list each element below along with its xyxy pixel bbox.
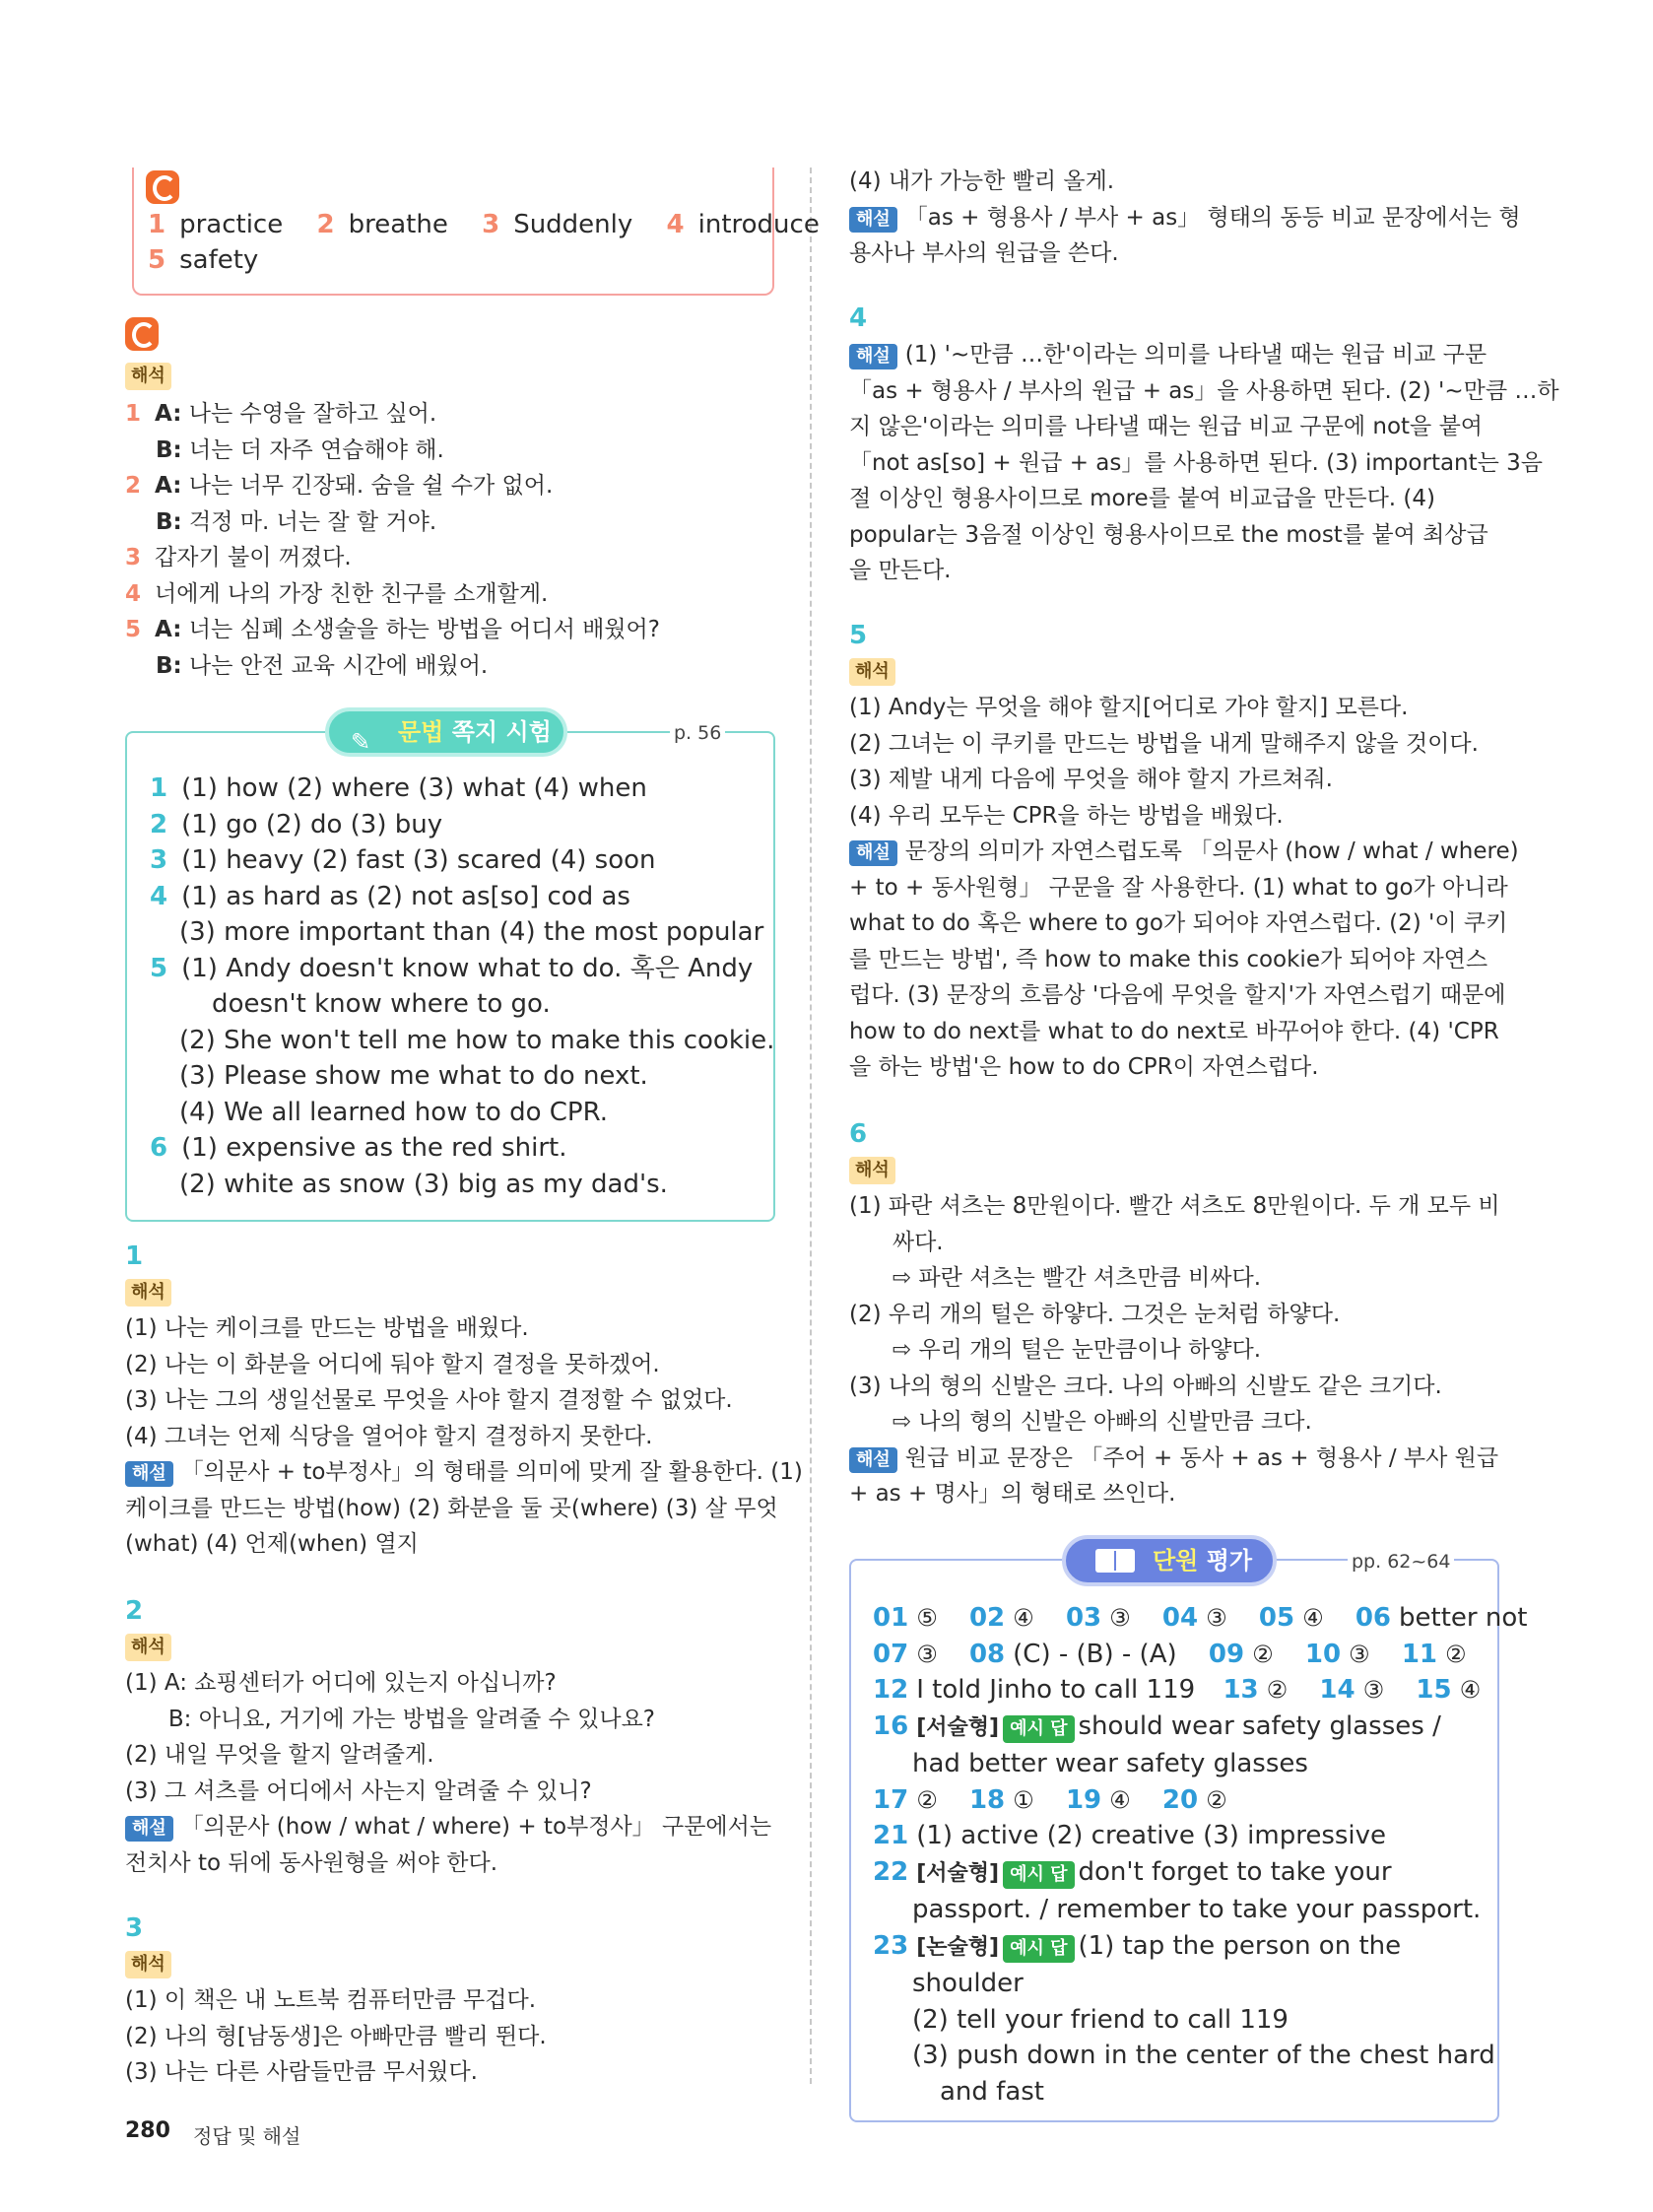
list-item: ⇨ 파란 셔츠는 빨간 셔츠만큼 비싸다. xyxy=(849,1265,1262,1291)
column-divider xyxy=(810,168,812,2084)
sec3-continued xyxy=(849,164,1521,272)
list-item: (2) 그녀는 이 쿠키를 만드는 방법을 내게 말해주지 않을 것이다. xyxy=(849,730,1479,757)
list-item: (what) (4) 언제(when) 열지 xyxy=(125,1531,419,1557)
list-item: (3) 나의 형의 신발은 크다. 나의 아빠의 신발도 같은 크기다. xyxy=(849,1373,1442,1399)
list-item: B: 아니요, 거기에 가는 방법을 알려줄 수 있나요? xyxy=(125,1706,656,1732)
list-item: doesn't know where to go. xyxy=(179,989,551,1019)
list-item: 2 A: 나는 너무 긴장돼. 숨을 쉴 수가 없어. xyxy=(125,473,554,499)
list-item: 해설 문장의 의미가 자연스럽도록 「의문사 (how / what / where) xyxy=(849,834,1495,870)
sec3-translation xyxy=(125,1982,771,2091)
list-item: 럽다. (3) 문장의 흐름상 '다음에 무엇을 할지'가 자연스럽기 때문에 xyxy=(849,982,1506,1008)
list-item: 을 하는 방법'은 how to do CPR이 자연스럽다. xyxy=(849,1054,1319,1080)
list-item: (3) 나는 그의 생일선물로 무엇을 사야 할지 결정할 수 없었다. xyxy=(125,1387,733,1413)
list-item: (3) 그 셔츠를 어디에서 사는지 알려줄 수 있니? xyxy=(125,1777,592,1804)
unit-assessment-title: 단원 평가 xyxy=(1062,1535,1277,1586)
sec5-haeseok-tag: 해석 xyxy=(849,658,895,686)
list-item: (1) Andy는 무엇을 해야 할지[어디로 가야 할지] 모른다. xyxy=(849,695,1409,720)
list-item: (2) 우리 개의 털은 하얗다. 그것은 눈처럼 하얗다. xyxy=(849,1301,1341,1327)
list-item: had better wear safety glasses xyxy=(912,1749,1308,1778)
list-item: 해설 (1) '~만큼 …한'이라는 의미를 나타낼 때는 원급 비교 구문 xyxy=(849,337,1495,373)
c-answers-row1: 1 practice 2 breathe 3 Suddenly 4 introduce xyxy=(148,210,820,239)
list-item: 23 [논술형] 예시 답 (1) tap the person on the xyxy=(873,1930,1402,1961)
sec2-translation xyxy=(125,1665,771,1881)
list-item: popular는 3음절 이상인 형용사이므로 the most를 붙여 최상급 xyxy=(849,521,1488,548)
list-item: B: 걱정 마. 너는 잘 할 거야. xyxy=(156,508,437,535)
list-item: 해설 「as + 형용사 / 부사 + as」 형태의 동등 비교 문장에서는 형 xyxy=(849,200,1495,236)
list-item: (3) more important than (4) the most popular xyxy=(179,917,764,947)
list-item: (4) 우리 모두는 CPR을 하는 방법을 배웠다. xyxy=(849,802,1284,829)
list-item: (4) 그녀는 언제 식당을 열어야 할지 결정하지 못한다. xyxy=(125,1423,653,1449)
list-item: 16 [서술형] 예시 답 should wear safety glasses / xyxy=(873,1710,1441,1741)
list-item: 「as + 형용사 / 부사의 원급 + as」을 사용하면 된다. (2) '~만큼 …하 xyxy=(849,377,1559,404)
list-item: 용사나 부사의 원급을 쓴다. xyxy=(849,240,1119,266)
list-item: (2) 내일 무엇을 할지 알려줄게. xyxy=(125,1742,434,1768)
sec1-translation xyxy=(125,1310,803,1563)
list-item: 1 (1) how (2) where (3) what (4) when xyxy=(150,773,647,803)
list-item: 「not as[so] + 원급 + as」를 사용하면 된다. (3) important는 3음 xyxy=(849,449,1544,476)
list-item: 싸다. xyxy=(849,1229,944,1255)
c-logo-icon xyxy=(146,170,179,204)
list-item: (2) white as snow (3) big as my dad's. xyxy=(179,1169,668,1199)
sec1-haeseok-tag: 해석 xyxy=(125,1279,171,1307)
section-4-number: 4 xyxy=(849,303,868,333)
section-2-number: 2 xyxy=(125,1596,144,1626)
list-item: + to + 동사원형」 구문을 잘 사용한다. (1) what to go가 아니라 xyxy=(849,874,1508,901)
list-item: 1 A: 나는 수영을 잘하고 싶어. xyxy=(125,401,437,427)
list-item: 해설 원급 비교 문장은 「주어 + 동사 + as + 형용사 / 부사 원급 xyxy=(849,1441,1495,1477)
list-item: (4) 내가 가능한 빨리 올게. xyxy=(849,168,1115,194)
sec4-explanation xyxy=(849,337,1559,589)
book-icon xyxy=(1095,1549,1135,1573)
c-haeseok-tag: 해석 xyxy=(125,363,171,390)
list-item: 4 너에게 나의 가장 친한 친구를 소개할게. xyxy=(125,580,549,607)
c-logo-icon xyxy=(125,317,159,351)
page-number: 280 xyxy=(125,2118,170,2143)
list-item: 01 ⑤ 02 ④ 03 ③ 04 ③ 05 ④ 06 better not xyxy=(873,1603,1528,1633)
list-item: B: 너는 더 자주 연습해야 해. xyxy=(156,436,444,463)
sec6-haeseok-tag: 해석 xyxy=(849,1157,895,1184)
list-item: + as + 명사」의 형태로 쓰인다. xyxy=(849,1481,1176,1507)
list-item: (3) 제발 내게 다음에 무엇을 해야 할지 가르쳐줘. xyxy=(849,767,1333,792)
list-item: (3) 나는 다른 사람들만큼 무서웠다. xyxy=(125,2059,478,2085)
list-item: B: 나는 안전 교육 시간에 배웠어. xyxy=(156,652,489,679)
list-item: (3) Please show me what to do next. xyxy=(179,1061,648,1091)
list-item: 2 (1) go (2) do (3) buy xyxy=(150,809,443,839)
section-5-number: 5 xyxy=(849,621,868,650)
list-item: and fast xyxy=(940,2076,1045,2107)
list-item: ⇨ 나의 형의 신발은 아빠의 신발만큼 크다. xyxy=(849,1409,1312,1435)
footer-label: 정답 및 해설 xyxy=(193,2124,301,2148)
list-item: 케이크를 만드는 방법(how) (2) 화분을 둘 곳(where) (3) 살 무엇 xyxy=(125,1495,778,1521)
list-item: (1) 파란 셔츠는 8만원이다. 빨간 셔츠도 8만원이다. 두 개 모두 비 xyxy=(849,1193,1500,1219)
list-item: 를 만드는 방법', 즉 how to make this cookie가 되어야 자연스 xyxy=(849,946,1488,972)
list-item: 6 (1) expensive as the red shirt. xyxy=(150,1133,567,1163)
list-item: (1) 나는 케이크를 만드는 방법을 배웠다. xyxy=(125,1315,529,1341)
list-item: (2) 나는 이 화분을 어디에 둬야 할지 결정을 못하겠어. xyxy=(125,1351,660,1377)
list-item: 5 A: 너는 심폐 소생술을 하는 방법을 어디서 배웠어? xyxy=(125,617,660,642)
list-item: 3 (1) heavy (2) fast (3) scared (4) soon xyxy=(150,845,656,875)
list-item: passport. / remember to take your passport. xyxy=(912,1895,1482,1924)
section-1-number: 1 xyxy=(125,1241,144,1271)
sec5-translation xyxy=(849,690,1519,1086)
list-item: 지 않은'이라는 의미를 나타낼 때는 원급 비교 구문에 not을 붙여 xyxy=(849,414,1484,439)
list-item: shoulder xyxy=(912,1969,1024,1998)
c-answers-row2: 5 safety xyxy=(148,245,259,275)
list-item: 5 (1) Andy doesn't know what to do. 혹은 Andy xyxy=(150,953,754,983)
list-item: (1) 이 책은 내 노트북 컴퓨터만큼 무겁다. xyxy=(125,1987,537,2013)
grammar-quiz-title: ✎ 문법 쪽지 시험 xyxy=(325,707,567,757)
list-item: what to do 혹은 where to go가 되어야 자연스럽다. (2) '이 쿠키 xyxy=(849,910,1508,936)
grammar-answer-list xyxy=(150,771,775,1202)
list-item: 전치사 to 뒤에 동사원형을 써야 한다. xyxy=(125,1849,498,1876)
list-item: 07 ③ 08 (C) - (B) - (A) 09 ② 10 ③ 11 ② xyxy=(873,1639,1467,1669)
list-item: 21 (1) active (2) creative (3) impressive xyxy=(873,1821,1387,1850)
grammar-page-ref: p. 56 xyxy=(670,722,725,744)
list-item: 4 (1) as hard as (2) not as[so] cod as xyxy=(150,881,630,911)
list-item: 22 [서술형] 예시 답 don't forget to take your xyxy=(873,1856,1392,1887)
unit-page-ref: pp. 62~64 xyxy=(1348,1551,1454,1573)
unit-answer-list xyxy=(873,1600,1528,2110)
pencil-icon: ✎ xyxy=(351,728,371,756)
sec2-haeseok-tag: 해석 xyxy=(125,1634,171,1661)
sec6-translation xyxy=(849,1188,1500,1512)
section-3-number: 3 xyxy=(125,1913,144,1943)
list-item: (1) A: 쇼핑센터가 어디에 있는지 아십니까? xyxy=(125,1670,557,1696)
list-item: how to do next를 what to do next로 바꾸어야 한다. (4) 'CPR xyxy=(849,1018,1499,1044)
sec3-haeseok-tag: 해석 xyxy=(125,1951,171,1978)
list-item: (2) tell your friend to call 119 xyxy=(912,2004,1289,2035)
list-item: 17 ② 18 ① 19 ④ 20 ② xyxy=(873,1784,1227,1815)
c-translation-list xyxy=(125,396,771,684)
list-item: (2) She won't tell me how to make this cookie. xyxy=(179,1025,775,1055)
list-item: (3) push down in the center of the chest hard xyxy=(912,2041,1495,2070)
list-item: (4) We all learned how to do CPR. xyxy=(179,1097,609,1127)
list-item: 12 I told Jinho to call 119 13 ② 14 ③ 15 ④ xyxy=(873,1675,1482,1705)
list-item: (2) 나의 형[남동생]은 아빠만큼 빨리 뛴다. xyxy=(125,2023,547,2049)
list-item: 3 갑자기 불이 꺼졌다. xyxy=(125,545,352,570)
section-6-number: 6 xyxy=(849,1119,868,1149)
list-item: 절 이상인 형용사이므로 more를 붙여 비교급을 만든다. (4) xyxy=(849,486,1436,511)
list-item: 을 만든다. xyxy=(849,558,952,583)
list-item: ⇨ 우리 개의 털은 눈만큼이나 하얗다. xyxy=(849,1337,1262,1363)
list-item: 해설 「의문사 + to부정사」의 형태를 의미에 맞게 잘 활용한다. (1) xyxy=(125,1454,771,1491)
list-item: 해설 「의문사 (how / what / where) + to부정사」 구문에서는 xyxy=(125,1809,771,1845)
